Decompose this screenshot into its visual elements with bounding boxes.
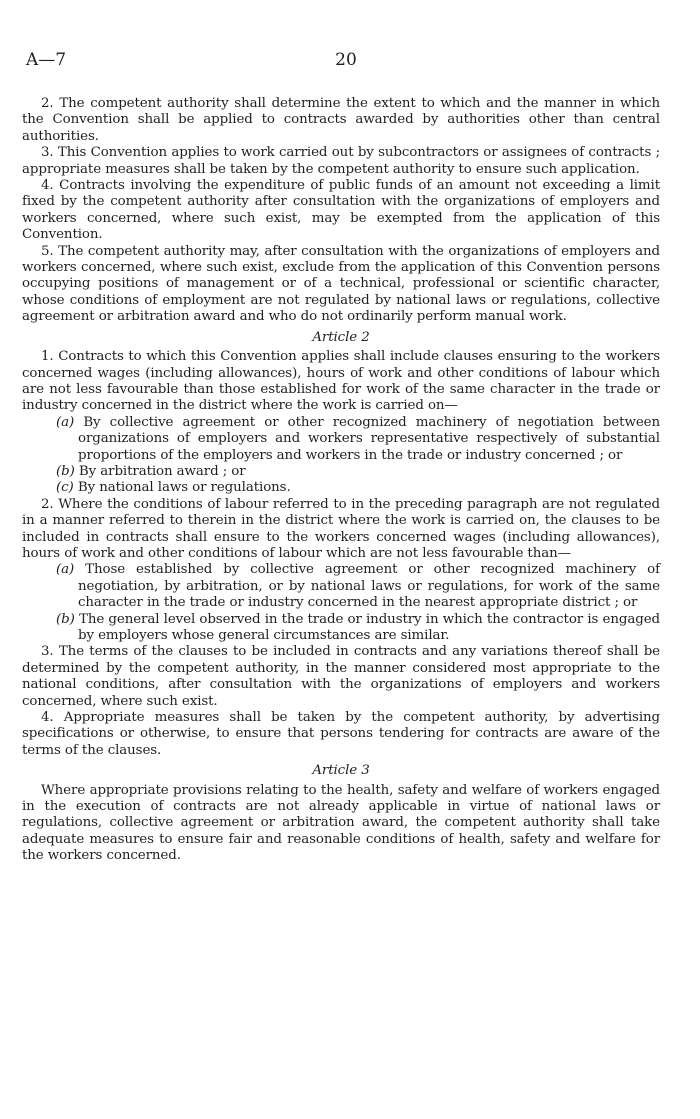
- list-item-label: (a): [56, 562, 75, 578]
- list-item: [22, 480, 660, 496]
- document-body: [22, 96, 660, 865]
- article1-paragraph-2: 2. The competent authority shall determine the extent to which and the manner in which the Convention shall be applied to contracts awarded by authorities other than central authorities.: [22, 96, 660, 144]
- article2-paragraph-4: 4. Appropriate measures shall be taken by the competent authority, by advertising specifications or otherwise, to ensure that persons tendering for contracts are aware of the terms of the clauses.: [22, 710, 660, 758]
- list-item-label: (b): [56, 463, 75, 479]
- list-item-text: By arbitration award ; or: [78, 463, 246, 479]
- article2-p1-list: [22, 415, 660, 497]
- article2-paragraph-1: 1. Contracts to which this Convention applies shall include clauses ensuring to the workers concerned wages (including allowances), hours of work and other conditions of labour which are not less favourable than those established for work of the same character in the trade or industry concerned in the district where the work is carried on—: [22, 349, 660, 414]
- page-number: 20: [335, 50, 357, 70]
- document-reference: A—7: [26, 50, 67, 70]
- list-item-label: (c): [56, 480, 74, 496]
- article1-paragraph-4: 4. Contracts involving the expenditure of public funds of an amount not exceeding a limit fixed by the competent authority after consultation with the organizations of employers and workers concerned, where such exist, may be exempted from the application of this Convention.: [22, 178, 660, 243]
- list-item-text: Those established by collective agreement or other recognized machinery of negotiation, by arbitration, or by national laws or regulations, for work of the same character in the trade or industry concerned in the nearest appropriate district ; or: [78, 562, 660, 611]
- list-item: [22, 415, 660, 464]
- list-item-text: By national laws or regulations.: [77, 480, 291, 496]
- article2-paragraph-3: 3. The terms of the clauses to be included in contracts and any variations thereof shall be determined by the competent authority, in the manner considered most appropriate to the national conditions, after consultation with the organizations of employers and workers concerned, where such exist.: [22, 644, 660, 709]
- list-item: [22, 612, 660, 645]
- article3-paragraph: Where appropriate provisions relating to the health, safety and welfare of workers engaged in the execution of contracts are not already applicable in virtue of national laws or regulations, collective agreement or arbitration award, the competent authority shall take adequate measures to ensure fair and reasonable conditions of health, safety and welfare for the workers concerned.: [22, 782, 660, 864]
- list-item: [22, 562, 660, 611]
- article2-p2-list: [22, 562, 660, 644]
- list-item-label: (b): [56, 611, 75, 627]
- article1-paragraph-3: 3. This Convention applies to work carried out by subcontractors or assignees of contracts ; appropriate measures shall be taken by the competent authority to ensure such application.: [22, 145, 660, 177]
- article2-paragraph-2: 2. Where the conditions of labour referred to in the preceding paragraph are not regulated in a manner referred to therein in the district where the work is carried on, the clauses to be included in contracts shall ensure to the workers concerned wages (including allowances), hours of work and other conditions of labour which are not less favourable than—: [22, 496, 660, 561]
- list-item-text: By collective agreement or other recognized machinery of negotiation between organizations of employers and workers representative respectively of substantial proportions of the employers and workers in the trade or industry concerned ; or: [78, 414, 660, 463]
- list-item-label: (a): [56, 414, 75, 430]
- article1-paragraph-5: 5. The competent authority may, after consultation with the organizations of employers and workers concerned, where such exist, exclude from the application of this Convention persons occupying positions of management or of a technical, professional or scientific character, whose conditions of employment are not regulated by national laws or regulations, collective agreement or arbitration award and who do not ordinarily perform manual work.: [22, 243, 660, 325]
- page-header: [26, 50, 666, 74]
- list-item-text: The general level observed in the trade or industry in which the contractor is engaged by employers whose general circumstances are similar.: [78, 611, 660, 643]
- article-3-heading: Article 3: [312, 763, 370, 779]
- list-item: [22, 464, 660, 480]
- article-2-heading: Article 2: [312, 329, 370, 345]
